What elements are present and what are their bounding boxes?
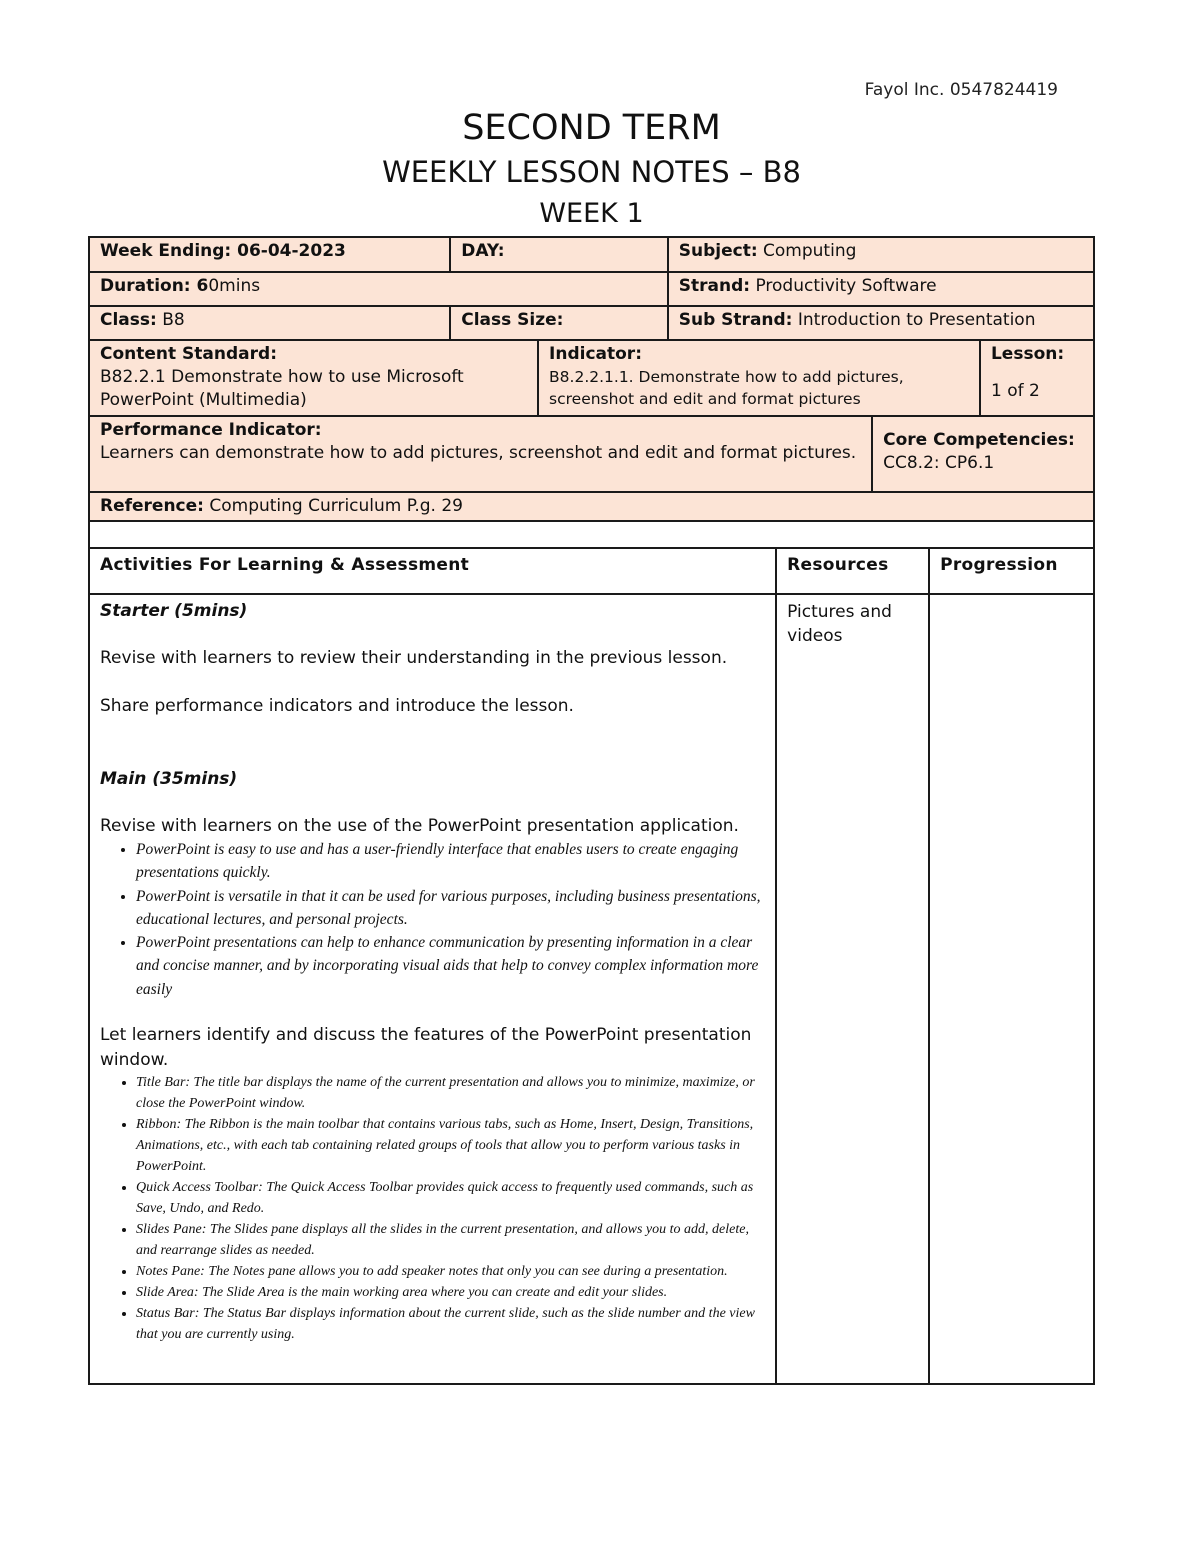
page-title: SECOND TERM [462, 108, 721, 148]
day-cell: DAY: [450, 237, 668, 272]
activities-table [88, 547, 1095, 1385]
list-item: • PowerPoint is versatile in that it can be used for various purposes, including business presentations, educational lectures, and personal projects. [136, 885, 765, 932]
sub-strand-cell: Sub Strand: Introduction to Presentation [668, 306, 1094, 340]
list-item: • PowerPoint is easy to use and has a user-friendly interface that enables users to create engaging presentations quickly. [136, 838, 765, 885]
list-item: • Title Bar: The title bar displays the name of the current presentation and allows you to minimize, maximize, or close the PowerPoint window. [136, 1072, 765, 1114]
list-item: • Slides Pane: The Slides pane displays all the slides in the current presentation, and allows you to add, delete, and rearrange slides as needed. [136, 1219, 765, 1261]
page-subtitle: WEEKLY LESSON NOTES – B8 [382, 155, 801, 189]
week-ending-cell: Week Ending: 06-04-2023 [89, 237, 450, 272]
main-paragraph-1: Revise with learners on the use of the PowerPoint presentation application. [100, 815, 739, 836]
core-competencies-cell: Core Competencies: CC8.2: CP6.1 [872, 416, 1094, 492]
starter-paragraph-2: Share performance indicators and introduce the lesson. [100, 696, 574, 717]
activities-cell [89, 594, 776, 1384]
list-item: • PowerPoint presentations can help to enhance communication by presenting information in a clear and concise manner, and by incorporating visual aids that help to convey complex information more easily [136, 931, 765, 1001]
resources-cell: Pictures and videos [776, 594, 929, 1384]
lesson-cell: Lesson: 1 of 2 [980, 340, 1094, 416]
progression-cell [929, 594, 1094, 1384]
list-item: • Notes Pane: The Notes pane allows you to add speaker notes that only you can see during a presentation. [136, 1261, 765, 1282]
main-heading: Main (35mins) [100, 768, 238, 789]
lesson-info-table [88, 236, 1095, 552]
indicator-cell: Indicator: B8.2.2.1.1. Demonstrate how to add pictures, screenshot and edit and format pictures [538, 340, 980, 416]
list-item: • Ribbon: The Ribbon is the main toolbar that contains various tabs, such as Home, Insert, Design, Transitions, Animations, etc., with each tab containing related groups of tools that allow you to perform various tasks in PowerPoint. [136, 1114, 765, 1177]
benefits-list [100, 838, 765, 1001]
main-paragraph-2: Let learners identify and discuss the features of the PowerPoint presentation window. [100, 1024, 752, 1070]
reference-cell: Reference: Computing Curriculum P.g. 29 [89, 492, 1094, 521]
duration-cell: Duration: 60mins [89, 272, 668, 306]
subject-cell: Subject: Computing [668, 237, 1094, 272]
company-contact: Fayol Inc. 0547824419 [864, 80, 1058, 100]
progression-header: Progression [929, 548, 1094, 594]
list-item: • Status Bar: The Status Bar displays information about the current slide, such as the slide number and the view that you are currently using. [136, 1303, 765, 1345]
activities-header: Activities For Learning & Assessment [89, 548, 776, 594]
class-size-cell: Class Size: [450, 306, 668, 340]
list-item: • Quick Access Toolbar: The Quick Access Toolbar provides quick access to frequently used commands, such as Save, Undo, and Redo. [136, 1177, 765, 1219]
resources-header: Resources [776, 548, 929, 594]
class-cell: Class: B8 [89, 306, 450, 340]
performance-indicator-cell: Performance Indicator: Learners can demonstrate how to add pictures, screenshot and edit and format pictures. [89, 416, 872, 492]
features-list [100, 1072, 765, 1345]
strand-cell: Strand: Productivity Software [668, 272, 1094, 306]
week-label: WEEK 1 [539, 198, 644, 229]
content-standard-cell: Content Standard: B82.2.1 Demonstrate how to use Microsoft PowerPoint (Multimedia) [89, 340, 538, 416]
starter-heading: Starter (5mins) [100, 601, 248, 621]
starter-paragraph-1: Revise with learners to review their understanding in the previous lesson. [100, 647, 728, 668]
list-item: • Slide Area: The Slide Area is the main working area where you can create and edit your slides. [136, 1282, 765, 1303]
